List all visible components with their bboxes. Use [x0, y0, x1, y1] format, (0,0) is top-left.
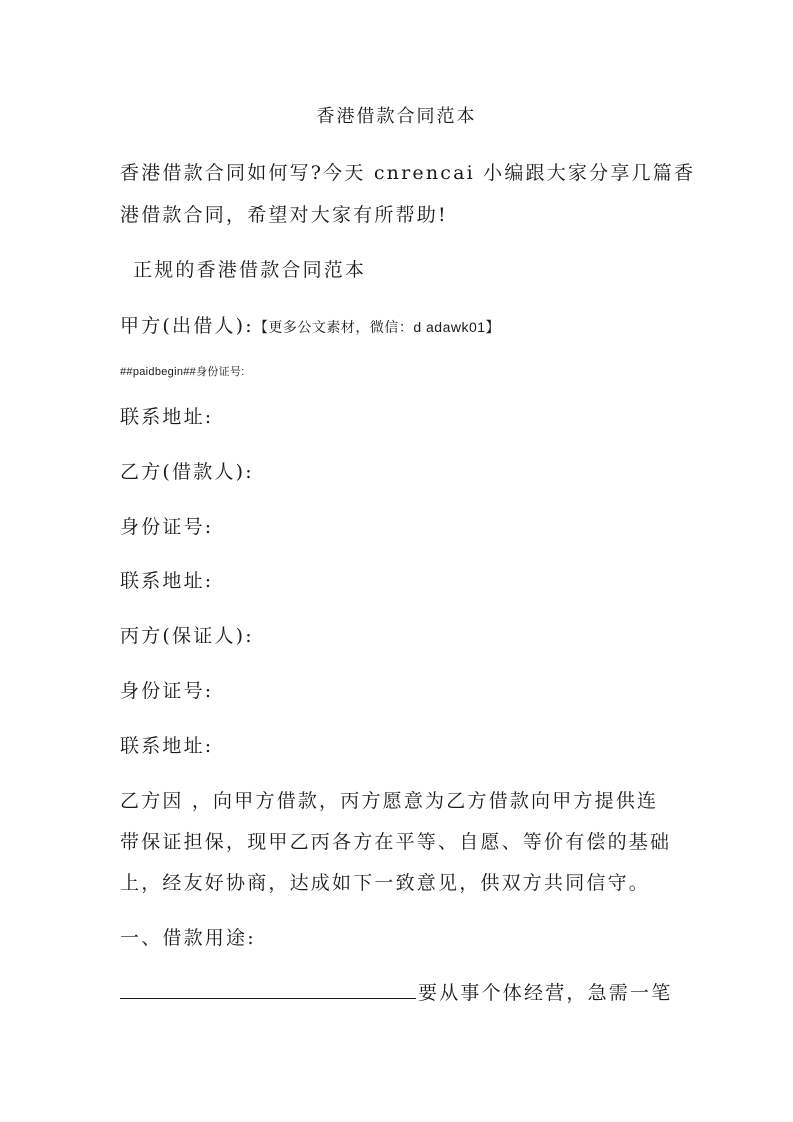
party-a-line — [120, 314, 500, 339]
paid-marker-line: ##paidbegin##身份证号: — [120, 366, 245, 378]
intro-paragraph-line-2: 港借款合同，希望对大家有所帮助! — [120, 204, 448, 226]
intro-paragraph-line-1: 香港借款合同如何写?今天 cnrencai 小编跟大家分享几篇香 — [120, 162, 696, 184]
section-heading: 正规的香港借款合同范本 — [133, 259, 367, 281]
contact-address-a: 联系地址: — [120, 406, 214, 428]
fill-in-blank — [120, 980, 416, 999]
body-paragraph-line-3: 上，经友好协商，达成如下一致意见，供双方共同信守。 — [120, 872, 651, 894]
document-title: 香港借款合同范本 — [316, 106, 477, 127]
contact-address-b: 联系地址: — [120, 570, 214, 592]
party-a-label: 甲方(出借人): — [120, 315, 254, 337]
id-number-c: 身份证号: — [120, 680, 214, 702]
party-a-note: 【更多公文素材，微信：d adawk01】 — [253, 319, 501, 335]
clause-1-heading: 一、借款用途: — [120, 927, 256, 949]
body-paragraph-line-1: 乙方因 ，向甲方借款，丙方愿意为乙方借款向甲方提供连 — [120, 790, 659, 812]
contact-address-c: 联系地址: — [120, 735, 214, 757]
clause-1-text: 要从事个体经营，急需一笔 — [418, 982, 673, 1004]
id-number-b: 身份证号: — [120, 516, 214, 538]
party-c-label: 丙方(保证人): — [120, 625, 254, 647]
body-paragraph-line-2: 带保证担保，现甲乙丙各方在平等、自愿、等价有偿的基础 — [120, 831, 672, 853]
party-b-label: 乙方(借款人): — [120, 461, 254, 483]
clause-1-line — [120, 980, 672, 1005]
